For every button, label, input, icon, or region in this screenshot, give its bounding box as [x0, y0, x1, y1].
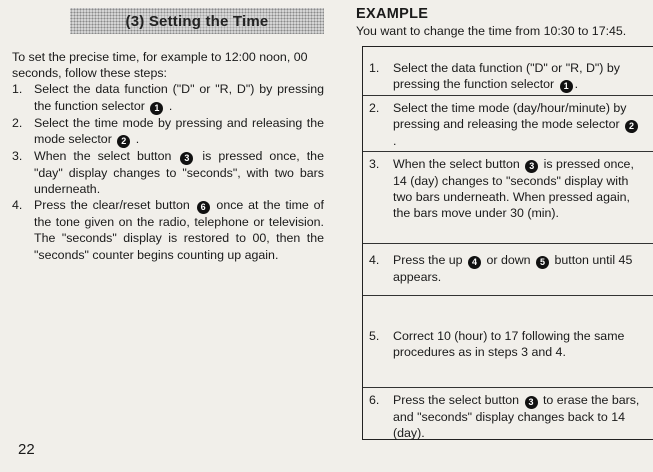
step-item — [12, 148, 324, 197]
page-number: 22 — [18, 441, 35, 458]
section-title-banner — [70, 8, 324, 34]
step-number: 3. — [12, 148, 23, 163]
step-item — [12, 115, 324, 148]
example-row-text — [393, 156, 653, 243]
example-text-part: button until 45 appears. — [393, 253, 633, 284]
example-subtitle: You want to change the time from 10:30 to 17:45. — [356, 24, 627, 38]
example-text-part: is pressed once, 14 (day) changes to "seconds" display with two bars underneath. When pressed again, the bars move under 30 (min). — [393, 157, 634, 220]
step-number: 4. — [12, 198, 23, 213]
example-row-text — [393, 100, 653, 151]
example-row — [363, 244, 653, 296]
example-text-part: Press the select button — [393, 393, 520, 407]
example-row — [363, 388, 653, 439]
down-button-marker-icon: 5 — [536, 256, 549, 269]
example-row-number: 3. — [369, 157, 380, 171]
example-text-part: to erase the bars, and "seconds" display changes back to 14 (day). — [393, 393, 640, 440]
function-selector-marker-icon: 1 — [150, 102, 163, 115]
step-number: 2. — [12, 115, 23, 130]
step-text-part: once at the time of the tone given on the radio, telephone or television. The "seconds" display is restored to 00, then the "seconds" counter begins counting up again. — [34, 198, 324, 262]
example-row-number: 6. — [369, 393, 380, 407]
example-text-part: Select the data function ("D" or "R, D") by pressing the function selector — [393, 61, 620, 91]
select-button-marker-icon: 3 — [180, 152, 193, 165]
step-text-part: When the select button — [34, 148, 172, 163]
step-text — [34, 81, 324, 114]
example-heading: EXAMPLE — [356, 6, 429, 22]
step-text-part: Select the data function ("D" or "R, D") by pressing the function selector — [34, 82, 324, 113]
example-row — [363, 96, 653, 152]
steps-list — [12, 81, 324, 262]
example-text-part: When the select button — [393, 157, 520, 171]
instructions-column — [12, 8, 324, 263]
example-row-text — [393, 392, 653, 439]
intro-paragraph: To set the precise time, for example to 12:00 noon, 00 seconds, follow these steps: — [12, 50, 308, 81]
step-number: 1. — [12, 82, 23, 97]
step-text-part: Press the clear/reset button — [34, 198, 190, 213]
example-text-part: . — [574, 77, 579, 91]
function-selector-marker-icon: 1 — [560, 80, 573, 93]
step-text — [34, 148, 324, 197]
example-header — [356, 6, 653, 38]
example-text-part: . — [393, 134, 397, 148]
step-item — [12, 197, 324, 263]
step-text-part: Select the time mode by pressing and releasing the mode selector — [34, 115, 324, 146]
section-title: (3) Setting the Time — [125, 12, 269, 30]
example-row-text — [393, 252, 653, 295]
mode-selector-marker-icon: 2 — [117, 135, 130, 148]
example-row — [363, 47, 653, 96]
step-text-part: . — [168, 98, 173, 113]
up-button-marker-icon: 4 — [468, 256, 481, 269]
mode-selector-marker-icon: 2 — [625, 120, 638, 133]
step-text — [34, 115, 324, 148]
select-button-marker-icon: 3 — [525, 160, 538, 173]
example-row-number: 1. — [369, 61, 380, 75]
example-row-number: 2. — [369, 101, 380, 115]
example-row — [363, 296, 653, 388]
step-text-part: . — [135, 131, 140, 146]
example-steps-box — [362, 46, 653, 440]
example-row-number: 4. — [369, 253, 380, 267]
example-row-text — [393, 60, 653, 95]
step-item — [12, 81, 324, 114]
clear-reset-button-marker-icon: 6 — [197, 201, 210, 214]
example-row-text: Correct 10 (hour) to 17 following the same procedures as in steps 3 and 4. — [393, 329, 625, 359]
step-text-part: is pressed once, the "day" display changes to "seconds", with two bars underneath. — [34, 148, 324, 197]
example-row-number: 5. — [369, 329, 380, 343]
example-text-part: Select the time mode (day/hour/minute) by pressing and releasing the mode selector — [393, 101, 627, 131]
example-text-part: Press the up — [393, 253, 463, 267]
step-text — [34, 197, 324, 263]
example-text-part: or down — [486, 253, 531, 267]
select-button-marker-icon: 3 — [525, 396, 538, 409]
example-row — [363, 152, 653, 244]
